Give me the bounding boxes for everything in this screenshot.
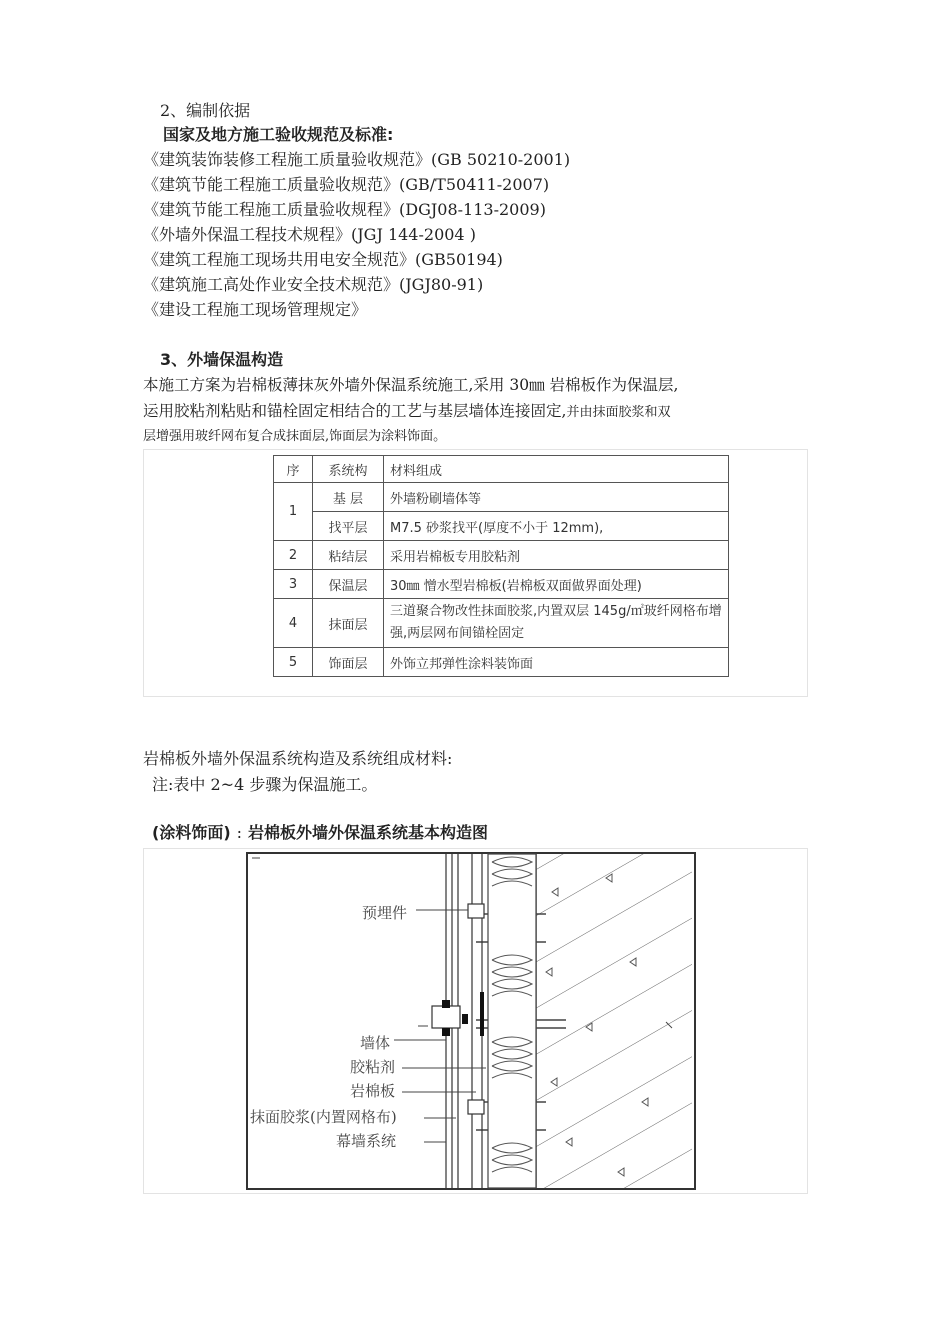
- system-composition-table: [273, 455, 729, 677]
- table-cell-layer: 饰面层: [313, 648, 384, 677]
- table-row: [274, 512, 729, 541]
- section-3-heading: 3、外墙保温构造: [160, 350, 284, 369]
- table-cell-material: 三道聚合物改性抹面胶浆,内置双层 145g/㎡玻纤网格布增强,两层网布间锚栓固定: [384, 599, 729, 648]
- table-cell-layer: 基 层: [313, 483, 384, 512]
- label-wall: 墙体: [360, 1034, 391, 1052]
- standard-item: 《建筑施工高处作业安全技术规范》(JGJ80-91): [143, 275, 484, 294]
- standard-item: 《建设工程施工现场管理规定》: [143, 300, 368, 319]
- table-header-row: [274, 456, 729, 483]
- table-header-cell: 序: [274, 456, 313, 483]
- paragraph-text-small: 并由抹面胶浆和双: [566, 405, 671, 420]
- paragraph-line: [143, 400, 670, 424]
- section-2-heading: 2、编制依据: [160, 101, 251, 120]
- table-cell-material: 外墙粉刷墙体等: [384, 483, 729, 512]
- table-cell-material: M7.5 砂浆找平(厚度不小于 12mm),: [384, 512, 729, 541]
- label-render: 抹面胶浆(内置网格布): [250, 1108, 397, 1126]
- table-cell-material: 外饰立邦弹性涂料装饰面: [384, 648, 729, 677]
- note-line: 岩棉板外墙外保温系统构造及系统组成材料:: [143, 749, 453, 768]
- standard-item: 《建筑节能工程施工质量验收规程》(DGJ08-113-2009): [143, 200, 546, 219]
- standard-item: 《建筑节能工程施工质量验收规范》(GB/T50411-2007): [143, 175, 550, 194]
- standards-subheading: 国家及地方施工验收规范及标准:: [163, 125, 394, 144]
- figure-caption-part: (涂料饰面): [152, 823, 231, 842]
- table-cell-no: 1: [274, 483, 313, 541]
- paragraph-line: 本施工方案为岩棉板薄抹灰外墙外保温系统施工,采用 30㎜ 岩棉板作为保温层,: [143, 376, 679, 394]
- figure-caption-part: 岩棉板外墙外保温系统基本构造图: [248, 823, 489, 842]
- table-cell-no: 4: [274, 599, 313, 648]
- paragraph-line-small: 层增强用玻纤网布复合成抹面层,饰面层为涂料饰面。: [143, 429, 447, 444]
- table-row: [274, 648, 729, 677]
- table-row: [274, 599, 729, 648]
- label-embedded: 预埋件: [362, 904, 408, 922]
- figure-caption: [152, 822, 488, 844]
- standard-item: 《建筑装饰装修工程施工质量验收规范》(GB 50210-2001): [143, 150, 571, 169]
- table-header-cell: 材料组成: [384, 456, 729, 483]
- table-row: [274, 541, 729, 570]
- paragraph-text: 运用胶粘剂粘贴和锚栓固定相结合的工艺与基层墙体连接固定,: [143, 402, 567, 420]
- label-adhesive: 胶粘剂: [350, 1058, 396, 1076]
- table-cell-layer: 抹面层: [313, 599, 384, 648]
- concrete-wall: [536, 854, 692, 1188]
- table-row: [274, 483, 729, 512]
- figure-caption-sep: :: [236, 823, 243, 842]
- rockwool-board: [488, 854, 536, 1188]
- label-curtain: 幕墙系统: [336, 1132, 397, 1150]
- standard-item: 《建筑工程施工现场共用电安全规范》(GB50194): [143, 250, 503, 269]
- table-cell-no: 3: [274, 570, 313, 599]
- table-row: [274, 570, 729, 599]
- table-cell-layer: 粘结层: [313, 541, 384, 570]
- table-cell-no: 2: [274, 541, 313, 570]
- note-line: 注:表中 2~4 步骤为保温施工。: [152, 775, 378, 794]
- standard-item: 《外墙外保温工程技术规程》(JGJ 144-2004 ): [143, 225, 476, 244]
- table-cell-material: 采用岩棉板专用胶粘剂: [384, 541, 729, 570]
- table-cell-material: 30㎜ 憎水型岩棉板(岩棉板双面做界面处理): [384, 570, 729, 599]
- insulation-construction-diagram: [246, 852, 696, 1190]
- table-cell-layer: 找平层: [313, 512, 384, 541]
- table-header-cell: 系统构: [313, 456, 384, 483]
- table-cell-no: 5: [274, 648, 313, 677]
- label-rockwool: 岩棉板: [350, 1082, 396, 1100]
- table-cell-layer: 保温层: [313, 570, 384, 599]
